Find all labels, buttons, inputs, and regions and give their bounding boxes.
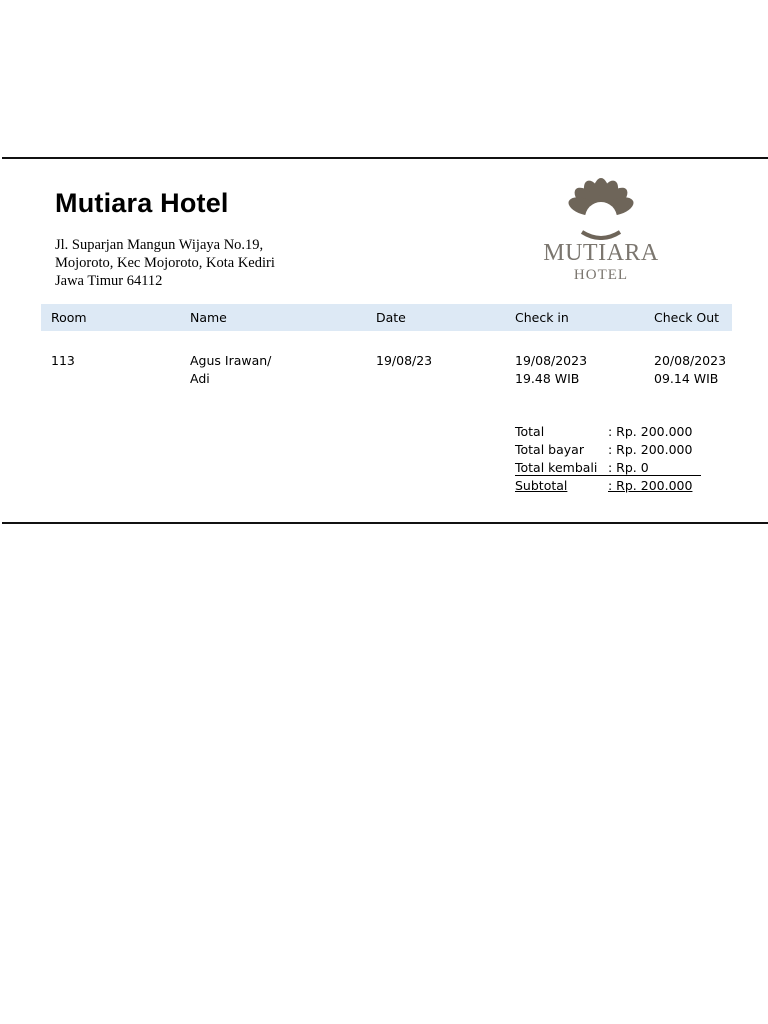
cell-check-in (515, 352, 587, 388)
col-check-in: Check in (515, 310, 569, 325)
col-room: Room (51, 310, 87, 325)
check-in-time: 19.48 WIB (515, 371, 580, 386)
hotel-address (55, 236, 275, 290)
col-date: Date (376, 310, 406, 325)
check-out-date: 20/08/2023 (654, 353, 727, 368)
total-value: : Rp. 200.000 (608, 424, 693, 439)
check-in-date: 19/08/2023 (515, 353, 588, 368)
address-line-3: Jawa Timur 64112 (55, 273, 163, 289)
col-check-out: Check Out (654, 310, 720, 325)
top-divider (2, 157, 768, 159)
total-label: Total (515, 424, 545, 439)
logo-word-hotel: HOTEL (573, 267, 629, 283)
col-name: Name (190, 310, 227, 325)
total-bayar-label: Total bayar (515, 442, 584, 457)
table-row (41, 352, 732, 392)
cell-date: 19/08/23 (376, 353, 433, 368)
kembali-underline (515, 475, 701, 476)
cell-room: 113 (51, 353, 75, 368)
shell-fan-icon (546, 174, 656, 240)
cell-check-out (654, 352, 726, 388)
hotel-logo (536, 172, 666, 287)
name-line-2: Adi (190, 371, 210, 386)
hotel-name: Mutiara Hotel (55, 188, 229, 218)
cell-name (190, 352, 271, 388)
address-line-1: Jl. Suparjan Mangun Wijaya No.19, (55, 237, 264, 253)
subtotal-label: Subtotal (515, 478, 568, 493)
subtotal-value: : Rp. 200.000 (608, 478, 693, 493)
table-header (41, 304, 732, 331)
check-out-time: 09.14 WIB (654, 371, 719, 386)
bottom-divider (2, 522, 768, 524)
total-kembali-value: : Rp. 0 (608, 460, 649, 475)
name-line-1: Agus Irawan/ (190, 353, 272, 368)
logo-word-mutiara: MUTIARA (543, 240, 659, 266)
total-bayar-value: : Rp. 200.000 (608, 442, 693, 457)
address-line-2: Mojoroto, Kec Mojoroto, Kota Kediri (55, 255, 275, 271)
total-kembali-label: Total kembali (515, 460, 598, 475)
